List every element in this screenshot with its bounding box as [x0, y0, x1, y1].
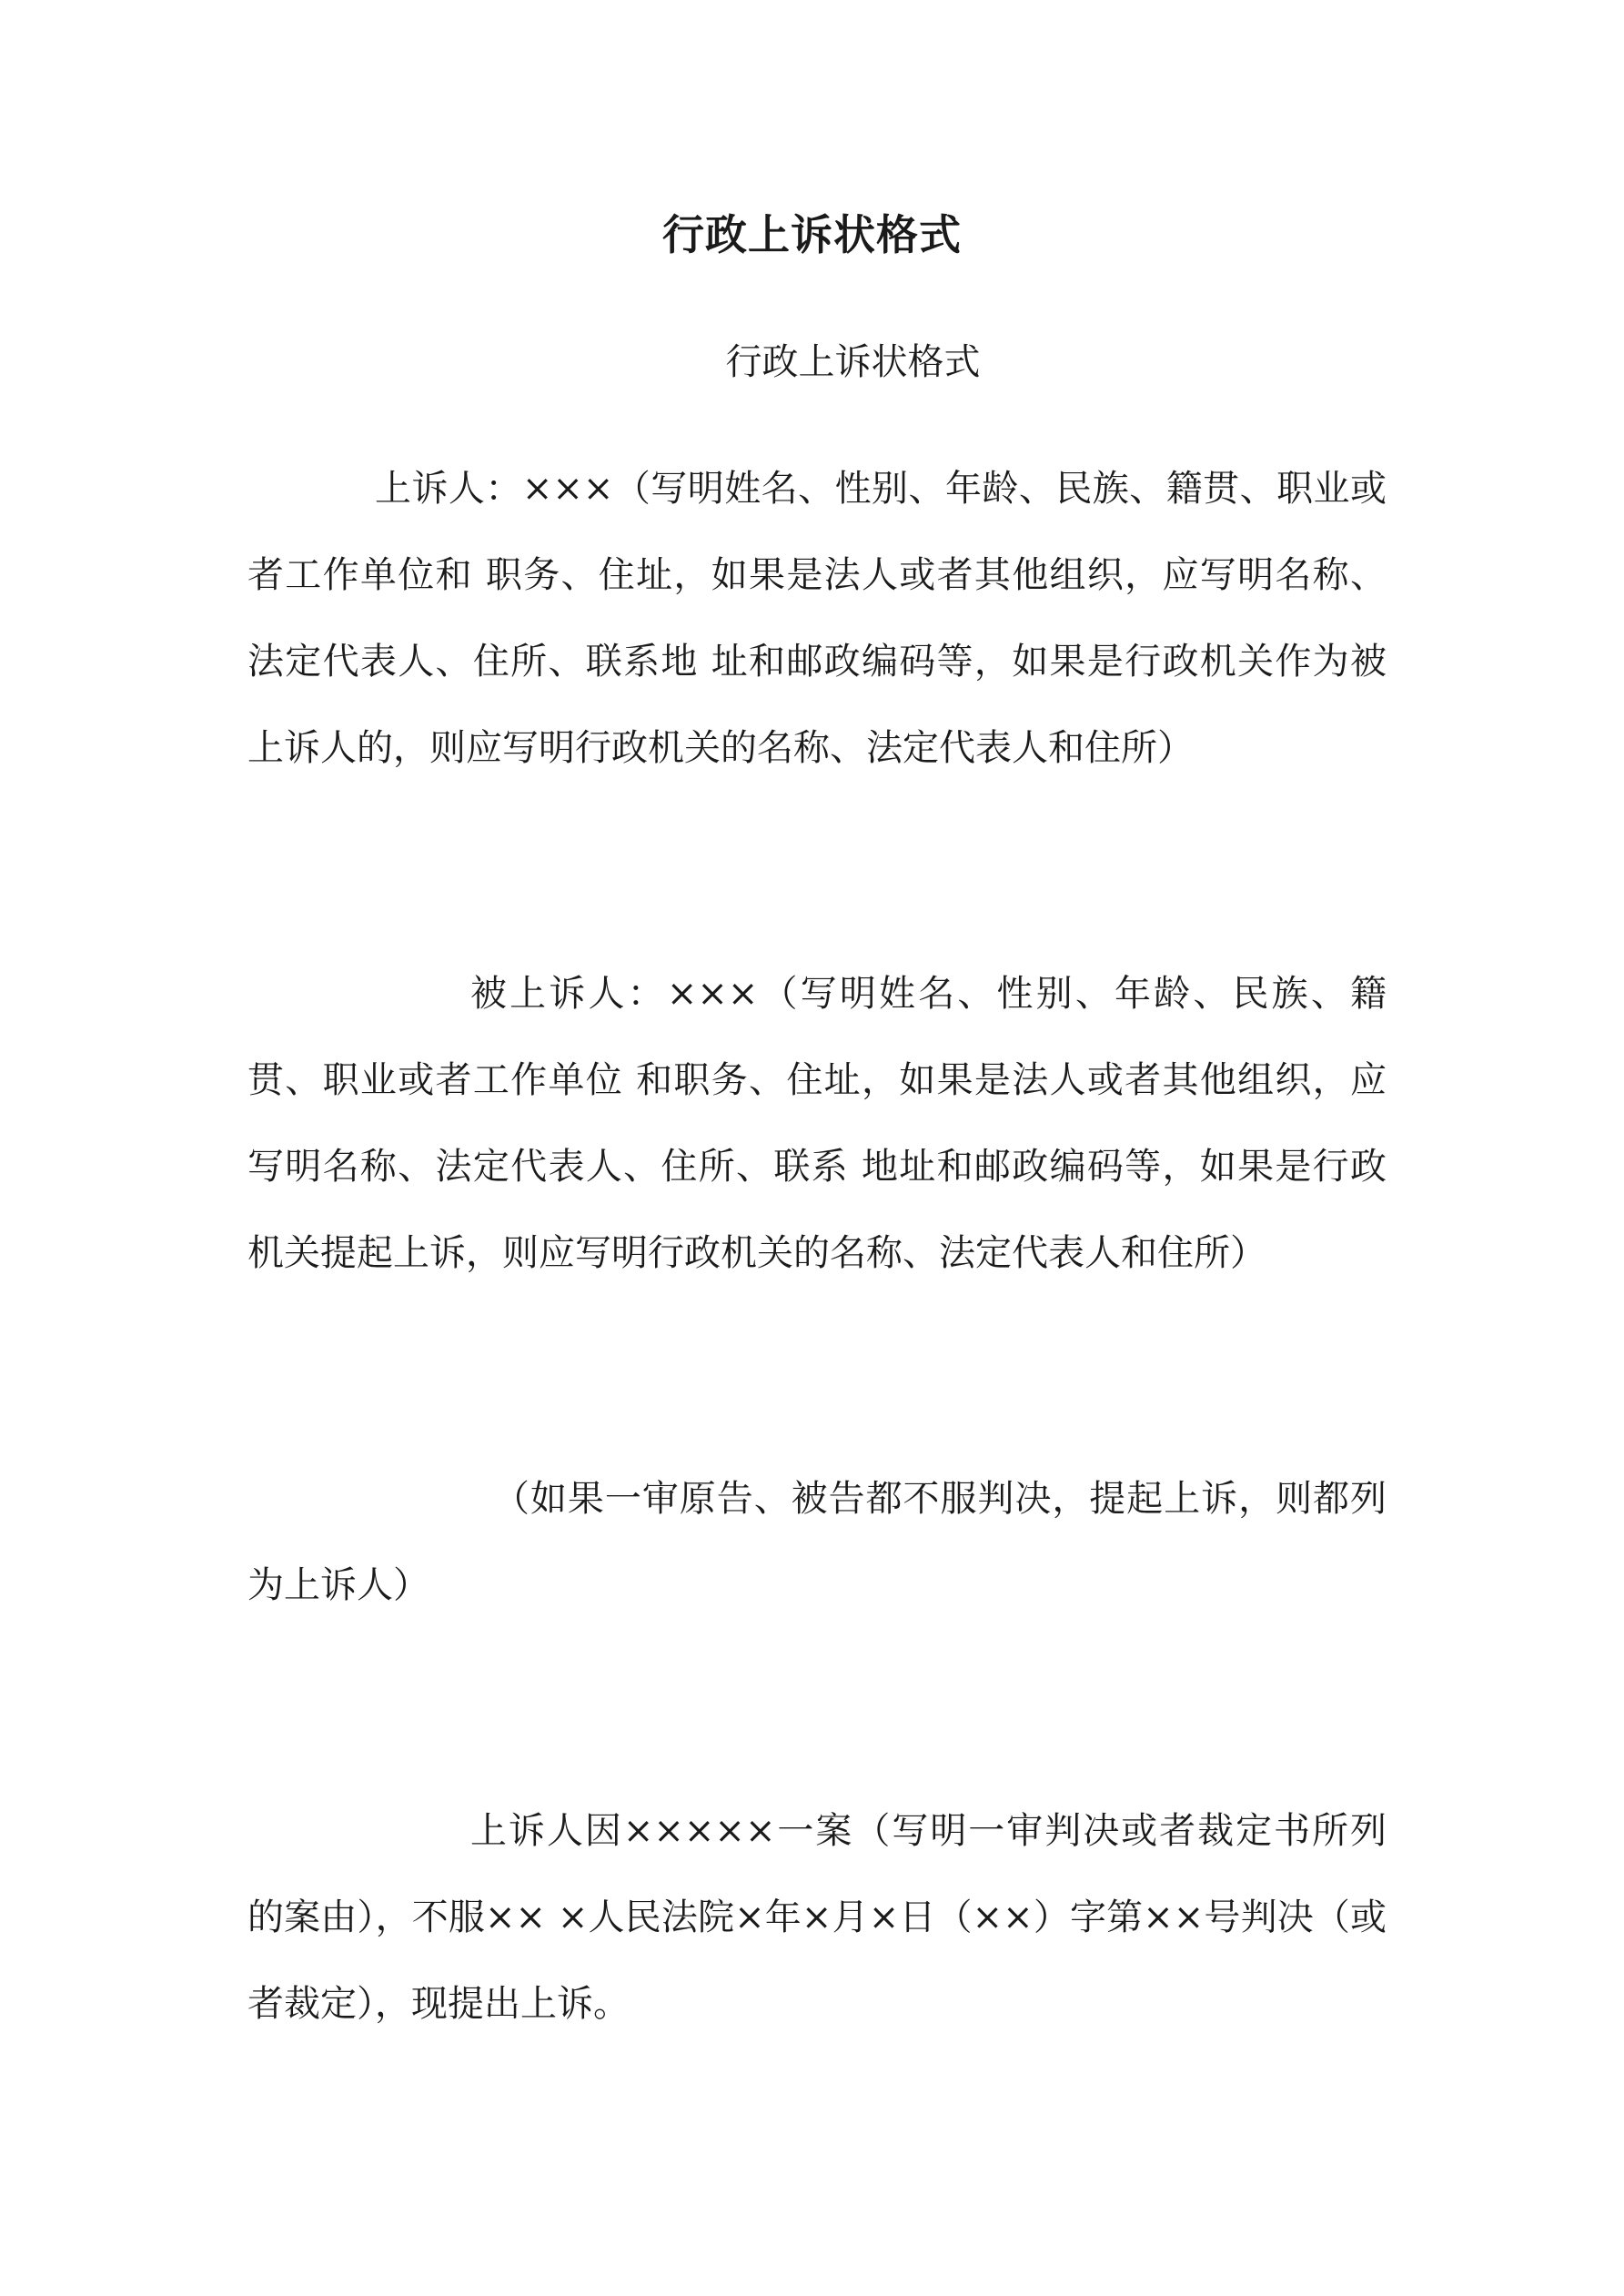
paragraph-appellant: 上诉人：×××（写明姓名、性别、年龄、民族、籍贯、职业或者工作单位和 职务、住址，如果是法人或者其他组织，应写明名称、法定代表人、住所、联系地 址和邮政编码等，如果是行政机关作为被上诉人的，则应写明行政机关的名称、法定代表人和住所） [247, 468, 1387, 769]
paragraph-appellee: 被上诉人：×××（写明姓名、性别、年龄、民族、籍贯、职业或者工作单位 和职务、住址，如果是法人或者其他组织，应写明名称、法定代表人、住所、联系 地址和邮政编码等，如果是行政机关提起上诉，则应写明行政机关的名称、法定代表人和住所） [247, 973, 1387, 1274]
document-subtitle: 行政上诉状格式 [725, 341, 981, 383]
paragraph-both-parties-note: （如果一审原告、被告都不服判决，提起上诉，则都列为上诉人） [247, 1478, 1387, 1606]
document-title: 行政上诉状格式 [662, 210, 962, 259]
paragraph-appeal-reason: 上诉人因×××××一案（写明一审判决或者裁定书所列的案由），不服×× ×人民法院×年×月×日（××）字第××号判决（或者裁定），现提出上诉。 [247, 1810, 1387, 2025]
